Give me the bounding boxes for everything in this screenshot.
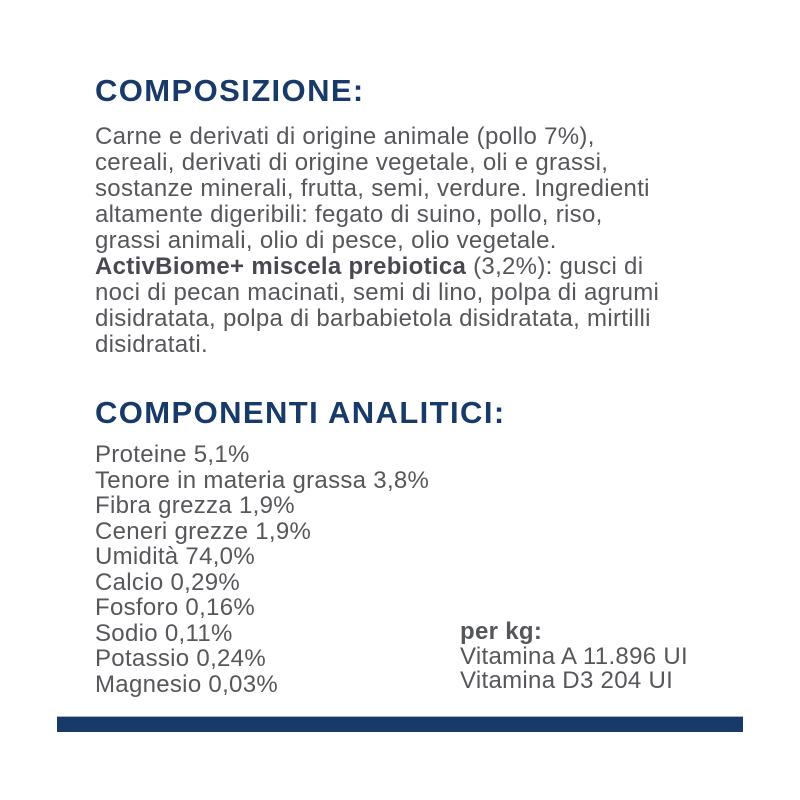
composition-line: altamente digeribili: fegato di suino, pollo, riso, bbox=[95, 201, 603, 228]
composition-line: disidratati. bbox=[95, 331, 208, 358]
composition-line: cereali, derivati di origine vegetale, oli e grassi, bbox=[95, 149, 609, 176]
analytic-row: Calcio 0,29% bbox=[95, 568, 241, 596]
analytic-row: Umidità 74,0% bbox=[95, 543, 255, 570]
composition-line: sostanze minerali, frutta, semi, verdure. Ingredienti bbox=[95, 175, 650, 202]
analytic-row: Proteine 5,1% bbox=[95, 441, 250, 468]
composition-line: disidratata, polpa di barbabietola disidratata, mirtilli bbox=[95, 305, 651, 332]
composition-line: Carne e derivati di origine animale (pollo 7%), bbox=[95, 123, 595, 150]
analytic-row: Fibra grezza 1,9% bbox=[95, 492, 295, 519]
composition-line: grassi animali, olio di pesce, olio vegetale. bbox=[95, 227, 557, 254]
analytic-row: Fosforo 0,16% bbox=[95, 594, 255, 621]
vitamin-row: Vitamina A 11.896 UI bbox=[460, 642, 688, 670]
analytical-components-list bbox=[95, 442, 429, 697]
activbiome-bold-label: ActivBiome+ miscela prebiotica bbox=[95, 253, 467, 280]
bottom-divider-bar bbox=[57, 716, 743, 732]
per-kg-block bbox=[460, 620, 688, 694]
activbiome-line bbox=[95, 254, 659, 280]
analytic-row: Ceneri grezze 1,9% bbox=[95, 517, 312, 545]
composition-line: noci di pecan macinati, semi di lino, polpa di agrumi bbox=[95, 279, 660, 306]
composition-paragraph bbox=[95, 124, 659, 358]
analytic-row: Potassio 0,24% bbox=[95, 645, 266, 672]
composition-heading: COMPOSIZIONE: bbox=[95, 73, 365, 108]
vitamin-row: Vitamina D3 204 UI bbox=[460, 667, 674, 694]
analytic-row: Sodio 0,11% bbox=[95, 619, 233, 647]
analytical-components-heading: COMPONENTI ANALITICI: bbox=[95, 395, 506, 430]
composition-intro-lines bbox=[95, 124, 659, 254]
analytic-row: Magnesio 0,03% bbox=[95, 670, 278, 698]
vitamin-list bbox=[460, 642, 688, 694]
analytic-row: Tenore in materia grassa 3,8% bbox=[95, 466, 430, 494]
activbiome-rest-text: (3,2%): gusci di bbox=[466, 253, 644, 280]
activbiome-wrap-lines bbox=[95, 280, 659, 358]
per-kg-label: per kg: bbox=[460, 618, 543, 645]
